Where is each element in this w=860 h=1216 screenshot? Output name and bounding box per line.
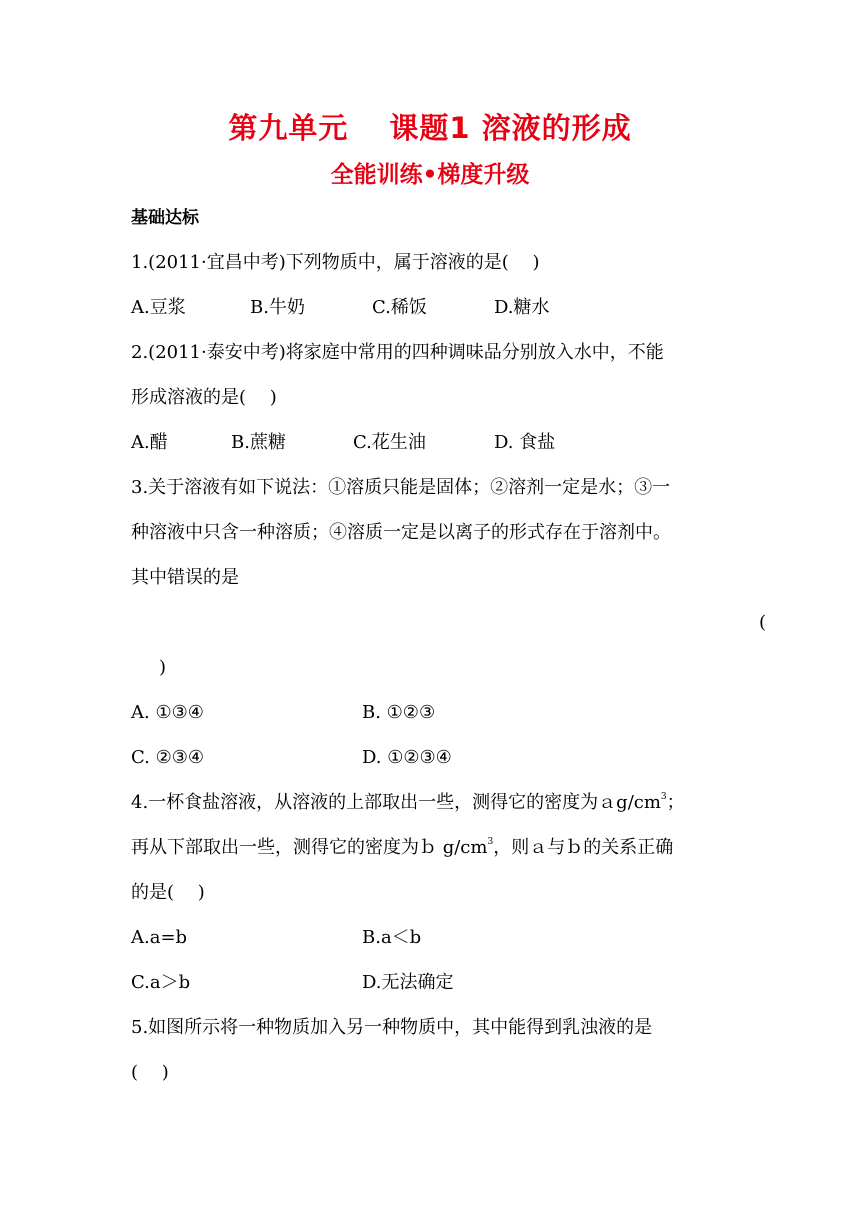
question-3-paren-close: ) xyxy=(159,657,167,678)
question-1-option-c: C.稀饭 xyxy=(372,297,427,318)
question-2-option-b: B.蔗糖 xyxy=(231,432,286,453)
question-3-option-c: C. ②③④ xyxy=(131,747,204,768)
question-5-stem-line-1: 5.如图所示将一种物质加入另一种物质中，其中能得到乳浊液的是 xyxy=(131,1017,653,1038)
page-subtitle: 全能训练•梯度升级 xyxy=(330,162,530,188)
question-3-stem-line-1: 3.关于溶液有如下说法：①溶质只能是固体；②溶剂一定是水；③一 xyxy=(131,477,671,498)
question-1-option-a: A.豆浆 xyxy=(131,297,186,318)
question-2-option-c: C.花生油 xyxy=(353,432,426,453)
question-3-paren-open: ( xyxy=(759,612,767,633)
question-5-stem-line-2: ( ) xyxy=(131,1062,169,1083)
question-1-option-d: D.糖水 xyxy=(494,297,550,318)
section-title: 基础达标 xyxy=(131,208,199,228)
question-4-option-b: B.a＜b xyxy=(362,927,422,948)
page-title: 第九单元 课题1 溶液的形成 xyxy=(228,111,632,145)
question-3-option-b: B. ①②③ xyxy=(362,702,436,723)
question-2-stem-line-2: 形成溶液的是( ) xyxy=(131,387,277,408)
question-4-stem-line-3: 的是( ) xyxy=(131,882,205,903)
question-3-stem-line-2: 种溶液中只含一种溶质；④溶质一定是以离子的形式存在于溶剂中。 xyxy=(131,522,671,543)
question-2-stem-line-1: 2.(2011·泰安中考)将家庭中常用的四种调味品分别放入水中，不能 xyxy=(131,342,664,363)
superscript: 3 xyxy=(660,792,667,802)
question-3-stem-line-3: 其中错误的是 xyxy=(131,567,239,588)
question-2-option-d: D. 食盐 xyxy=(494,432,556,453)
question-4-option-a: A.a=b xyxy=(131,927,188,948)
question-4-stem-line-1: 4.一杯食盐溶液，从溶液的上部取出一些，测得它的密度为$ag/cm^3$； xyxy=(131,792,685,813)
question-4-option-c: C.a＞b xyxy=(131,972,191,993)
question-3-option-a: A. ①③④ xyxy=(131,702,204,723)
question-2-option-a: A.醋 xyxy=(131,432,168,453)
question-4-stem-line-2: 再从下部取出一些，测得它的密度为ｂ $g/cm^3$，则ａ与ｂ的关系正确 xyxy=(131,837,674,858)
question-1-stem: 1.(2011·宜昌中考)下列物质中，属于溶液的是( ) xyxy=(131,252,540,273)
superscript: 3 xyxy=(487,837,494,847)
question-1-option-b: B.牛奶 xyxy=(250,297,305,318)
question-3-option-d: D. ①②③④ xyxy=(362,747,452,768)
question-4-option-d: D.无法确定 xyxy=(362,972,454,993)
